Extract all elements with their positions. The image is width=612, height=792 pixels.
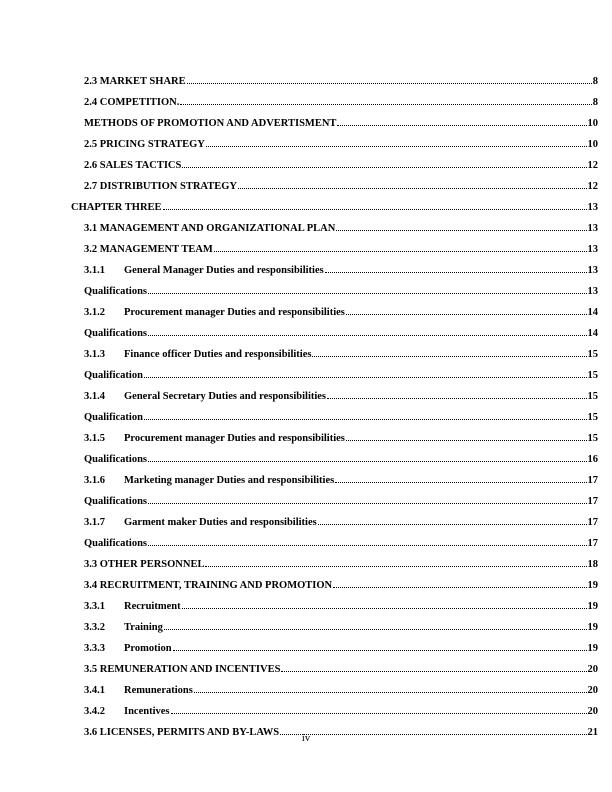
toc-entry-title: [84, 76, 186, 87]
toc-entry-title: [84, 223, 335, 234]
toc-entry-label: Qualifications: [84, 328, 148, 339]
toc-entry[interactable]: [0, 528, 612, 549]
toc-entry-label: Qualification: [84, 370, 143, 381]
dot-leader: [173, 649, 587, 651]
toc-entry-label: Qualifications: [84, 454, 148, 465]
toc-entry-label: Qualification: [84, 412, 143, 423]
toc-entry[interactable]: [0, 108, 612, 129]
toc-entry-title: [84, 538, 147, 549]
toc-entry-title: [84, 685, 193, 696]
toc-entry-title: [84, 412, 143, 423]
toc-entry[interactable]: [0, 612, 612, 633]
dot-leader: [187, 82, 592, 84]
toc-entry-label: 3.1 MANAGEMENT AND ORGANIZATIONAL PLAN: [84, 223, 336, 234]
toc-entry-number: 3.3.3: [84, 643, 105, 654]
toc-entry-label: Promotion: [124, 643, 172, 654]
toc-entry-label: Incentives: [124, 706, 170, 717]
toc-entry-page: 8: [592, 97, 598, 108]
toc-entry-label: Qualifications: [84, 538, 148, 549]
toc-entry[interactable]: [0, 381, 612, 402]
toc-entry[interactable]: [0, 423, 612, 444]
toc-entry-label: Garment maker Duties and responsibilities: [124, 517, 317, 528]
dot-leader: [206, 145, 587, 147]
toc-entry-page: 15: [587, 370, 598, 381]
toc-entry-label: Qualifications: [84, 286, 148, 297]
toc-entry-label: Procurement manager Duties and responsibilities: [124, 307, 345, 318]
dot-leader: [164, 628, 587, 630]
toc-entry-title: [84, 181, 237, 192]
dot-leader: [163, 208, 587, 210]
toc-entry[interactable]: [0, 486, 612, 507]
dot-leader: [180, 103, 591, 105]
toc-entry-page: 20: [587, 685, 598, 696]
toc-entry-page: 10: [587, 139, 598, 150]
dot-leader: [318, 523, 587, 525]
toc-entry-number: 3.1.2: [84, 307, 105, 318]
toc-entry-label: Training: [124, 622, 163, 633]
toc-entry-title: [84, 391, 326, 402]
toc-entry[interactable]: [0, 507, 612, 528]
toc-entry-page: 20: [587, 706, 598, 717]
toc-entry-number: 3.1.1: [84, 265, 105, 276]
dot-leader: [205, 565, 586, 567]
toc-entry[interactable]: [0, 654, 612, 675]
toc-entry-title: [84, 328, 147, 339]
toc-entry-label: CHAPTER THREE: [71, 202, 162, 213]
dot-leader: [333, 586, 586, 588]
toc-entry-label: Recruitment: [124, 601, 181, 612]
toc-entry-page: 18: [587, 559, 598, 570]
page-number: iv: [301, 733, 311, 744]
toc-entry[interactable]: [0, 465, 612, 486]
toc-entry-label: 3.3 OTHER PERSONNEL: [84, 559, 205, 570]
toc-entry[interactable]: [0, 360, 612, 381]
toc-entry-page: 19: [587, 601, 598, 612]
toc-entry-title: [84, 559, 204, 570]
toc-entry[interactable]: [0, 570, 612, 591]
toc-entry[interactable]: [0, 276, 612, 297]
dot-leader: [327, 397, 586, 399]
toc-entry[interactable]: [0, 129, 612, 150]
table-of-contents: [0, 66, 612, 738]
toc-entry[interactable]: [0, 339, 612, 360]
toc-entry-page: 13: [587, 286, 598, 297]
toc-entry-page: 12: [587, 160, 598, 171]
toc-entry-title: [84, 643, 172, 654]
toc-entry[interactable]: [0, 66, 612, 87]
dot-leader: [312, 355, 586, 357]
toc-entry-number: 3.1.5: [84, 433, 105, 444]
toc-entry-label: METHODS OF PROMOTION AND ADVERTISMENT: [84, 118, 337, 129]
toc-entry-label: 3.2 MANAGEMENT TEAM: [84, 244, 213, 255]
dot-leader: [148, 460, 586, 462]
toc-entry-number: 3.1.6: [84, 475, 105, 486]
toc-entry[interactable]: [0, 318, 612, 339]
toc-entry[interactable]: [0, 675, 612, 696]
toc-entry-title: [84, 517, 317, 528]
toc-entry-number: 3.4.1: [84, 685, 105, 696]
toc-entry-page: 15: [587, 349, 598, 360]
toc-entry-label: 3.5 REMUNERATION AND INCENTIVES: [84, 664, 281, 675]
toc-entry-page: 13: [587, 244, 598, 255]
dot-leader: [346, 313, 587, 315]
toc-entry-page: 17: [587, 517, 598, 528]
toc-entry-page: 17: [587, 538, 598, 549]
toc-entry-title: [84, 286, 147, 297]
dot-leader: [346, 439, 587, 441]
toc-entry-title: [84, 622, 163, 633]
toc-entry-number: 3.1.4: [84, 391, 105, 402]
toc-entry-page: 15: [587, 391, 598, 402]
toc-entry-label: 2.5 PRICING STRATEGY: [84, 139, 205, 150]
toc-entry-title: [84, 496, 147, 507]
toc-entry-page: 13: [587, 265, 598, 276]
toc-entry-label: Remunerations: [124, 685, 193, 696]
toc-entry-title: [84, 706, 170, 717]
dot-leader: [148, 292, 586, 294]
toc-entry-page: 21: [587, 727, 598, 738]
toc-entry[interactable]: [0, 549, 612, 570]
toc-entry[interactable]: [0, 87, 612, 108]
toc-entry-title: [84, 244, 213, 255]
toc-entry-page: 19: [587, 580, 598, 591]
dot-leader: [144, 418, 587, 420]
toc-entry-number: 3.3.2: [84, 622, 105, 633]
toc-entry-title: [84, 139, 205, 150]
toc-entry[interactable]: [0, 297, 612, 318]
toc-entry-title: [84, 160, 181, 171]
dot-leader: [194, 691, 587, 693]
toc-entry-page: 20: [587, 664, 598, 675]
toc-entry-title: [84, 97, 179, 108]
toc-entry-page: 13: [587, 202, 598, 213]
toc-entry-page: 16: [587, 454, 598, 465]
toc-entry[interactable]: [0, 444, 612, 465]
toc-entry-title: [84, 454, 147, 465]
toc-entry-page: 14: [587, 328, 598, 339]
toc-entry-title: [84, 664, 280, 675]
toc-entry-number: 3.3.1: [84, 601, 105, 612]
toc-entry-page: 14: [587, 307, 598, 318]
toc-entry-title: [84, 601, 181, 612]
dot-leader: [214, 250, 587, 252]
toc-entry[interactable]: [0, 192, 612, 213]
dot-leader: [281, 670, 586, 672]
toc-entry[interactable]: [0, 255, 612, 276]
toc-entry-title: [84, 370, 143, 381]
toc-entry[interactable]: [0, 696, 612, 717]
toc-entry-label: General Secretary Duties and responsibilities: [124, 391, 327, 402]
toc-entry-number: 3.4.2: [84, 706, 105, 717]
toc-entry-page: 13: [587, 223, 598, 234]
toc-entry[interactable]: [0, 213, 612, 234]
toc-entry-title: [71, 202, 162, 213]
toc-entry-label: 3.6 LICENSES, PERMITS AND BY-LAWS: [84, 727, 280, 738]
toc-entry-label: Finance officer Duties and responsibilities: [124, 349, 312, 360]
toc-entry-title: [84, 475, 334, 486]
toc-entry-label: 2.6 SALES TACTICS: [84, 160, 182, 171]
toc-entry-title: [84, 349, 311, 360]
toc-entry-label: 2.4 COMPETITION.: [84, 97, 180, 108]
dot-leader: [148, 334, 586, 336]
toc-entry-number: 3.1.7: [84, 517, 105, 528]
toc-entry-page: 19: [587, 643, 598, 654]
toc-entry-title: [84, 118, 336, 129]
toc-entry-page: 8: [592, 76, 598, 87]
dot-leader: [148, 502, 586, 504]
toc-entry-page: 17: [587, 475, 598, 486]
toc-entry-label: 3.4 RECRUITMENT, TRAINING AND PROMOTION: [84, 580, 333, 591]
dot-leader: [336, 229, 586, 231]
toc-entry[interactable]: [0, 591, 612, 612]
toc-entry-title: [84, 433, 345, 444]
dot-leader: [238, 187, 587, 189]
dot-leader: [335, 481, 586, 483]
dot-leader: [182, 166, 586, 168]
dot-leader: [325, 271, 587, 273]
toc-entry-label: 2.7 DISTRIBUTION STRATEGY: [84, 181, 237, 192]
toc-entry-page: 15: [587, 433, 598, 444]
toc-entry[interactable]: [0, 633, 612, 654]
toc-entry-title: [84, 265, 324, 276]
toc-entry[interactable]: [0, 234, 612, 255]
dot-leader: [148, 544, 586, 546]
toc-entry-label: 2.3 MARKET SHARE: [84, 76, 186, 87]
toc-entry-title: [84, 580, 332, 591]
toc-entry-label: General Manager Duties and responsibilities: [124, 265, 324, 276]
toc-entry-page: 10: [587, 118, 598, 129]
toc-entry[interactable]: [0, 171, 612, 192]
toc-entry-label: Qualifications: [84, 496, 148, 507]
toc-entry-page: 17: [587, 496, 598, 507]
dot-leader: [171, 712, 587, 714]
dot-leader: [144, 376, 587, 378]
toc-entry-label: Marketing manager Duties and responsibilities: [124, 475, 335, 486]
toc-entry[interactable]: [0, 402, 612, 423]
toc-entry-title: [84, 307, 345, 318]
toc-entry[interactable]: [0, 150, 612, 171]
dot-leader: [182, 607, 587, 609]
toc-entry-page: 19: [587, 622, 598, 633]
toc-entry-number: 3.1.3: [84, 349, 105, 360]
toc-entry-label: Procurement manager Duties and responsibilities: [124, 433, 345, 444]
toc-entry-page: 15: [587, 412, 598, 423]
dot-leader: [337, 124, 586, 126]
toc-entry-page: 12: [587, 181, 598, 192]
